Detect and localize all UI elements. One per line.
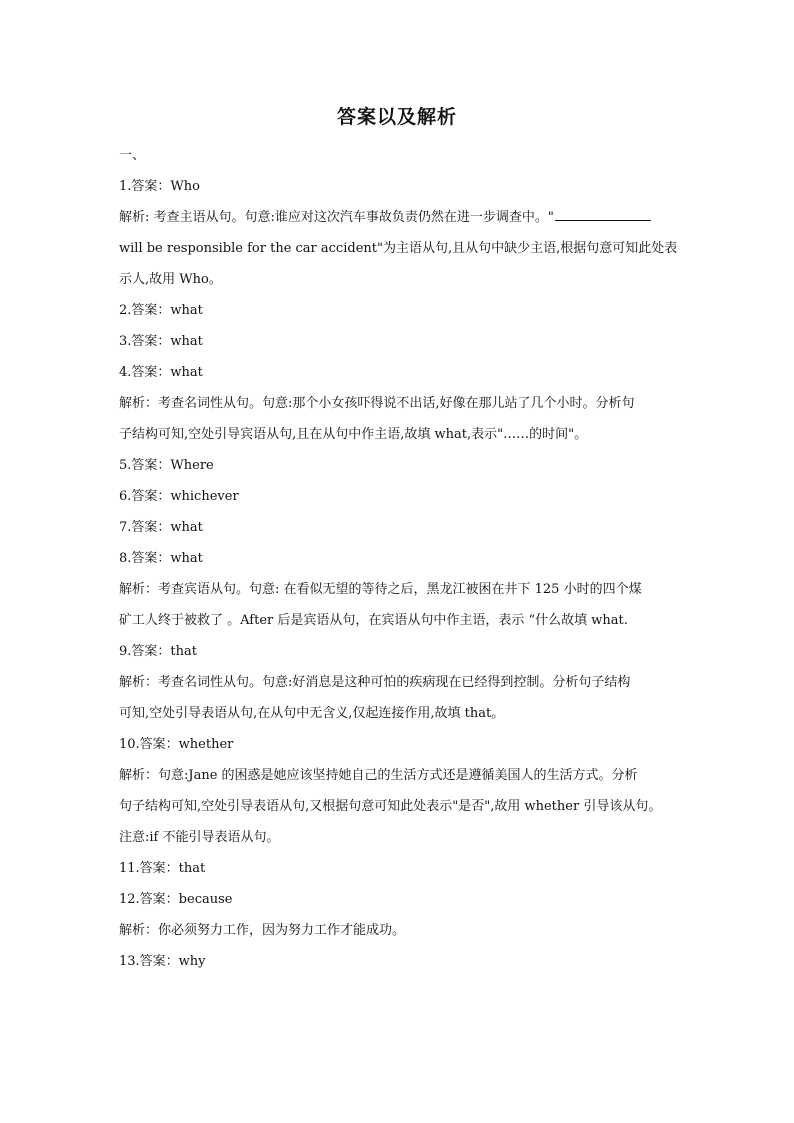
explanation-8-line-2: 矿工人终于被救了 。After 后是宾语从句，在宾语从句中作主语，表示 “什么故填 what.: [119, 613, 628, 628]
answer-11: 11.答案：that: [119, 861, 206, 876]
explanation-12-line-1: 解析：你必须努力工作，因为努力工作才能成功。: [119, 923, 406, 938]
answer-3: 3.答案：what: [119, 334, 203, 349]
answer-8: 8.答案：what: [119, 551, 203, 566]
answer-13: 13.答案：why: [119, 954, 206, 969]
explanation-4-line-1: 解析：考查名词性从句。句意:那个小女孩吓得说不出话,好像在那儿站了几个小时。分析句: [119, 396, 635, 411]
explanation-1-line-3: 示人,故用 Who。: [119, 272, 222, 287]
answer-2: 2.答案：what: [119, 303, 203, 318]
answer-1: 1.答案：Who: [119, 179, 200, 194]
explanation-10-line-2: 句子结构可知,空处引导表语从句,又根据句意可知此处表示"是否",故用 whether 引导该从句。: [119, 799, 662, 814]
answer-4: 4.答案：what: [119, 365, 203, 380]
explanation-8-line-1: 解析：考查宾语从句。句意: 在看似无望的等待之后，黑龙江被困在井下 125 小时的四个煤: [119, 582, 642, 597]
answer-12: 12.答案：because: [119, 892, 233, 907]
explanation-1-text: 解析: 考查主语从句。句意:谁应对这次汽车事故负责仍然在进一步调查中。": [119, 210, 554, 225]
blank-underline: [555, 206, 651, 221]
answer-7: 7.答案：what: [119, 520, 203, 535]
answer-10: 10.答案：whether: [119, 737, 234, 752]
explanation-1-line-2: will be responsible for the car accident"为主语从句,且从句中缺少主语,根据句意可知此处表: [119, 241, 678, 256]
answer-5: 5.答案：Where: [119, 458, 214, 473]
answer-6: 6.答案：whichever: [119, 489, 239, 504]
explanation-1-line-1: [119, 202, 679, 233]
explanation-9-line-2: 可知,空处引导表语从句,在从句中无含义,仅起连接作用,故填 that。: [119, 706, 505, 721]
explanation-10-line-1: 解析：句意:Jane 的困惑是她应该坚持她自己的生活方式还是遵循美国人的生活方式。分析: [119, 768, 638, 783]
explanation-9-line-1: 解析：考查名词性从句。句意:好消息是这种可怕的疾病现在已经得到控制。分析句子结构: [119, 675, 631, 690]
explanation-4-line-2: 子结构可知,空处引导宾语从句,且在从句中作主语,故填 what,表示"……的时间"。: [119, 427, 588, 442]
answer-content: [119, 140, 679, 977]
explanation-10-line-3: 注意:if 不能引导表语从句。: [119, 830, 280, 845]
answer-9: 9.答案：that: [119, 644, 197, 659]
page-title: 答案以及解析: [336, 106, 457, 128]
section-heading: 一、: [119, 148, 146, 163]
